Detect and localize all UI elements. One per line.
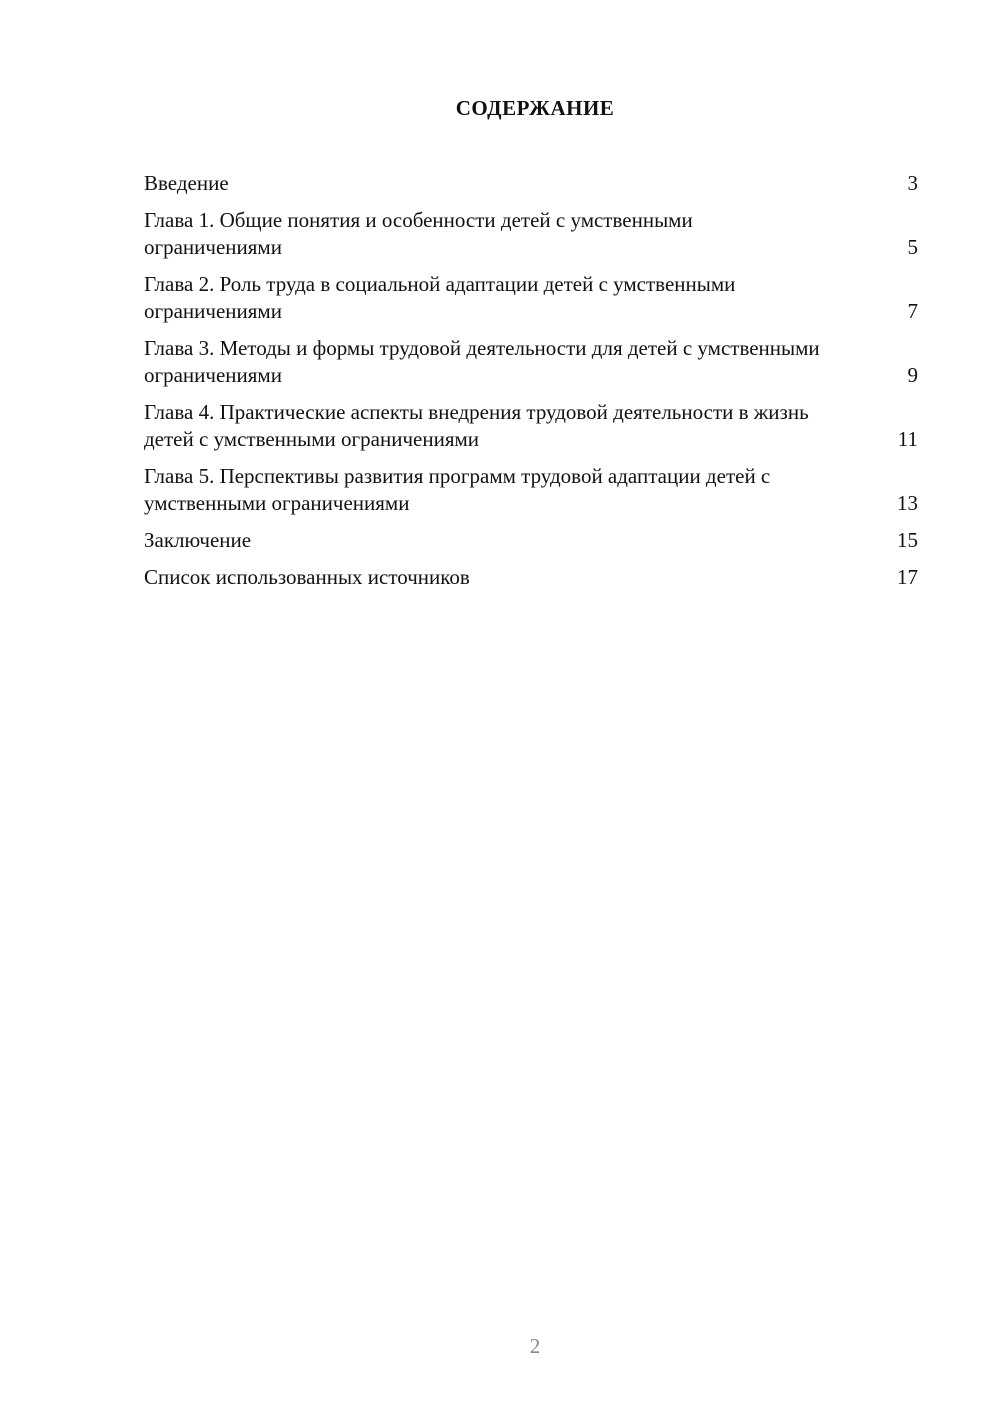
toc-item-page: 17 (897, 565, 918, 589)
toc-item-page: 3 (907, 171, 918, 195)
toc-item-page: 13 (897, 491, 918, 515)
toc-item-text: Список использованных источников (144, 565, 470, 589)
toc-item-text: Глава 4. Практические аспекты внедрения трудовой деятельности в жизнь детей с умственными ограничениями (144, 400, 809, 451)
table-of-contents (144, 170, 918, 601)
toc-item-text: Глава 2. Роль труда в социальной адаптации детей с умственными ограничениями (144, 272, 736, 323)
toc-item-page: 9 (907, 363, 918, 387)
toc-item-text: Заключение (144, 528, 252, 552)
toc-item-text: Глава 1. Общие понятия и особенности детей с умственными ограничениями (144, 208, 693, 259)
toc-item-page: 7 (907, 299, 918, 323)
toc-item-introduction (144, 170, 918, 197)
toc-item-chapter-4 (144, 399, 918, 453)
toc-item-chapter-5 (144, 463, 918, 517)
page-title: СОДЕРЖАНИЕ (455, 96, 615, 120)
toc-item-text: Введение (144, 171, 229, 195)
toc-item-page: 15 (897, 528, 918, 552)
toc-item-chapter-1 (144, 207, 918, 261)
page-number: 2 (529, 1334, 541, 1358)
toc-item-page: 11 (897, 427, 918, 451)
toc-item-references (144, 564, 918, 591)
toc-item-text: Глава 5. Перспективы развития программ трудовой адаптации детей с умственными ограничениями (144, 464, 771, 515)
toc-item-page: 5 (907, 235, 918, 259)
toc-item-chapter-3 (144, 335, 918, 389)
toc-item-chapter-2 (144, 271, 918, 325)
toc-item-conclusion (144, 527, 918, 554)
toc-item-text: Глава 3. Методы и формы трудовой деятельности для детей с умственными ограничениями (144, 336, 820, 387)
